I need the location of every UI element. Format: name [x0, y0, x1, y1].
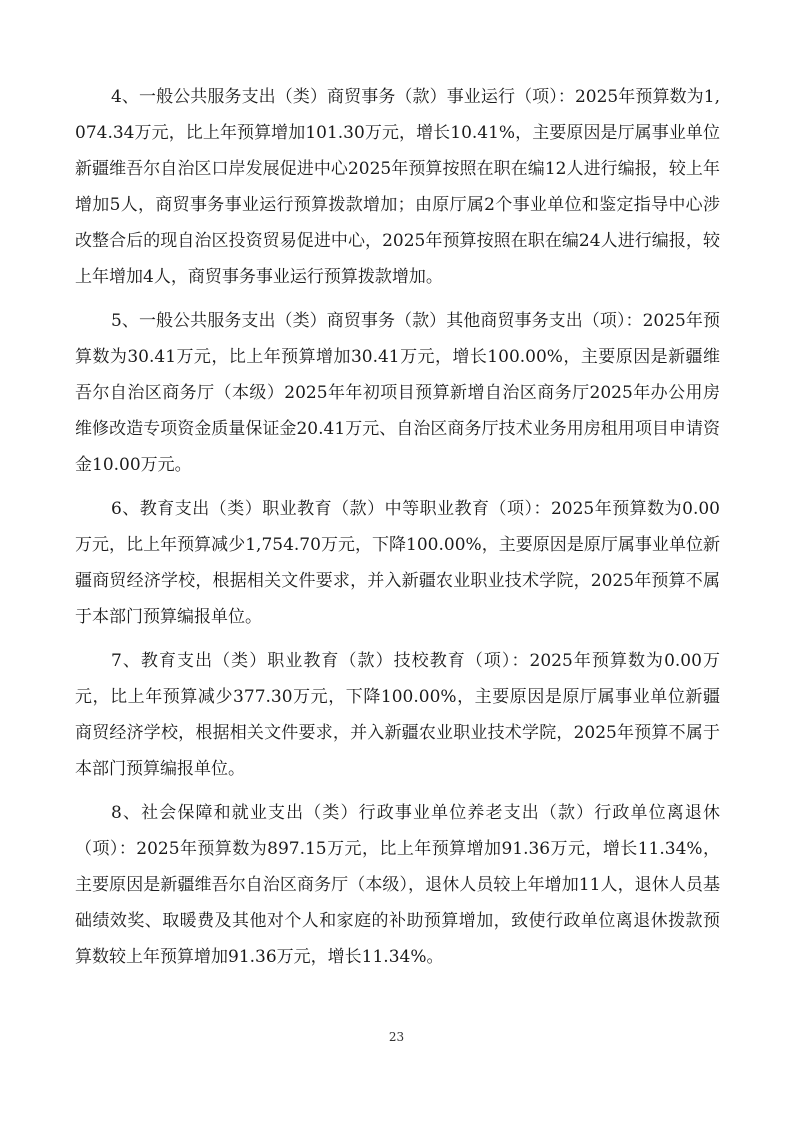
paragraph-item-8: 8、社会保障和就业支出（类）行政事业单位养老支出（款）行政单位离退休（项）：2025年预算数为897.15万元，比上年预算增加91.36万元，增长11.34%，主要原因是新疆维吾尔自治区商务厅（本级），退休人员较上年增加11人，退休人员基础绩效奖、取暖费及其他对个人和家庭的补助预算增加，致使行政单位离退休拨款预算数较上年预算增加91.36万元，增长11.34%。 — [75, 803, 720, 967]
paragraph-item-5: 5、一般公共服务支出（类）商贸事务（款）其他商贸事务支出（项）：2025年预算数为30.41万元，比上年预算增加30.41万元，增长100.00%，主要原因是新疆维吾尔自治区商务厅（本级）2025年年初项目预算新增自治区商务厅2025年办公用房维修改造专项资金质量保证金20.41万元、自治区商务厅技术业务用房租用项目申请资金10.00万元。 — [75, 311, 720, 475]
page-number: 23 — [388, 1030, 405, 1044]
document-body — [75, 79, 720, 983]
paragraph-item-4: 4、一般公共服务支出（类）商贸事务（款）事业运行（项）：2025年预算数为1,074.34万元，比上年预算增加101.30万元，增长10.41%，主要原因是厅属事业单位新疆维吾尔自治区口岸发展促进中心2025年预算按照在职在编12人进行编报，较上年增加5人，商贸事务事业运行预算拨款增加；由原厅属2个事业单位和鉴定指导中心涉改整合后的现自治区投资贸易促进中心，2025年预算按照在职在编24人进行编报，较上年增加4人，商贸事务事业运行预算拨款增加。 — [75, 87, 720, 287]
paragraph-item-6: 6、教育支出（类）职业教育（款）中等职业教育（项）：2025年预算数为0.00万元，比上年预算减少1,754.70万元，下降100.00%，主要原因是原厅属事业单位新疆商贸经济学校，根据相关文件要求，并入新疆农业职业技术学院，2025年预算不属于本部门预算编报单位。 — [75, 499, 720, 627]
paragraph-item-7: 7、教育支出（类）职业教育（款）技校教育（项）：2025年预算数为0.00万元，比上年预算减少377.30万元，下降100.00%，主要原因是原厅属事业单位新疆商贸经济学校，根据相关文件要求，并入新疆农业职业技术学院，2025年预算不属于本部门预算编报单位。 — [75, 651, 720, 779]
